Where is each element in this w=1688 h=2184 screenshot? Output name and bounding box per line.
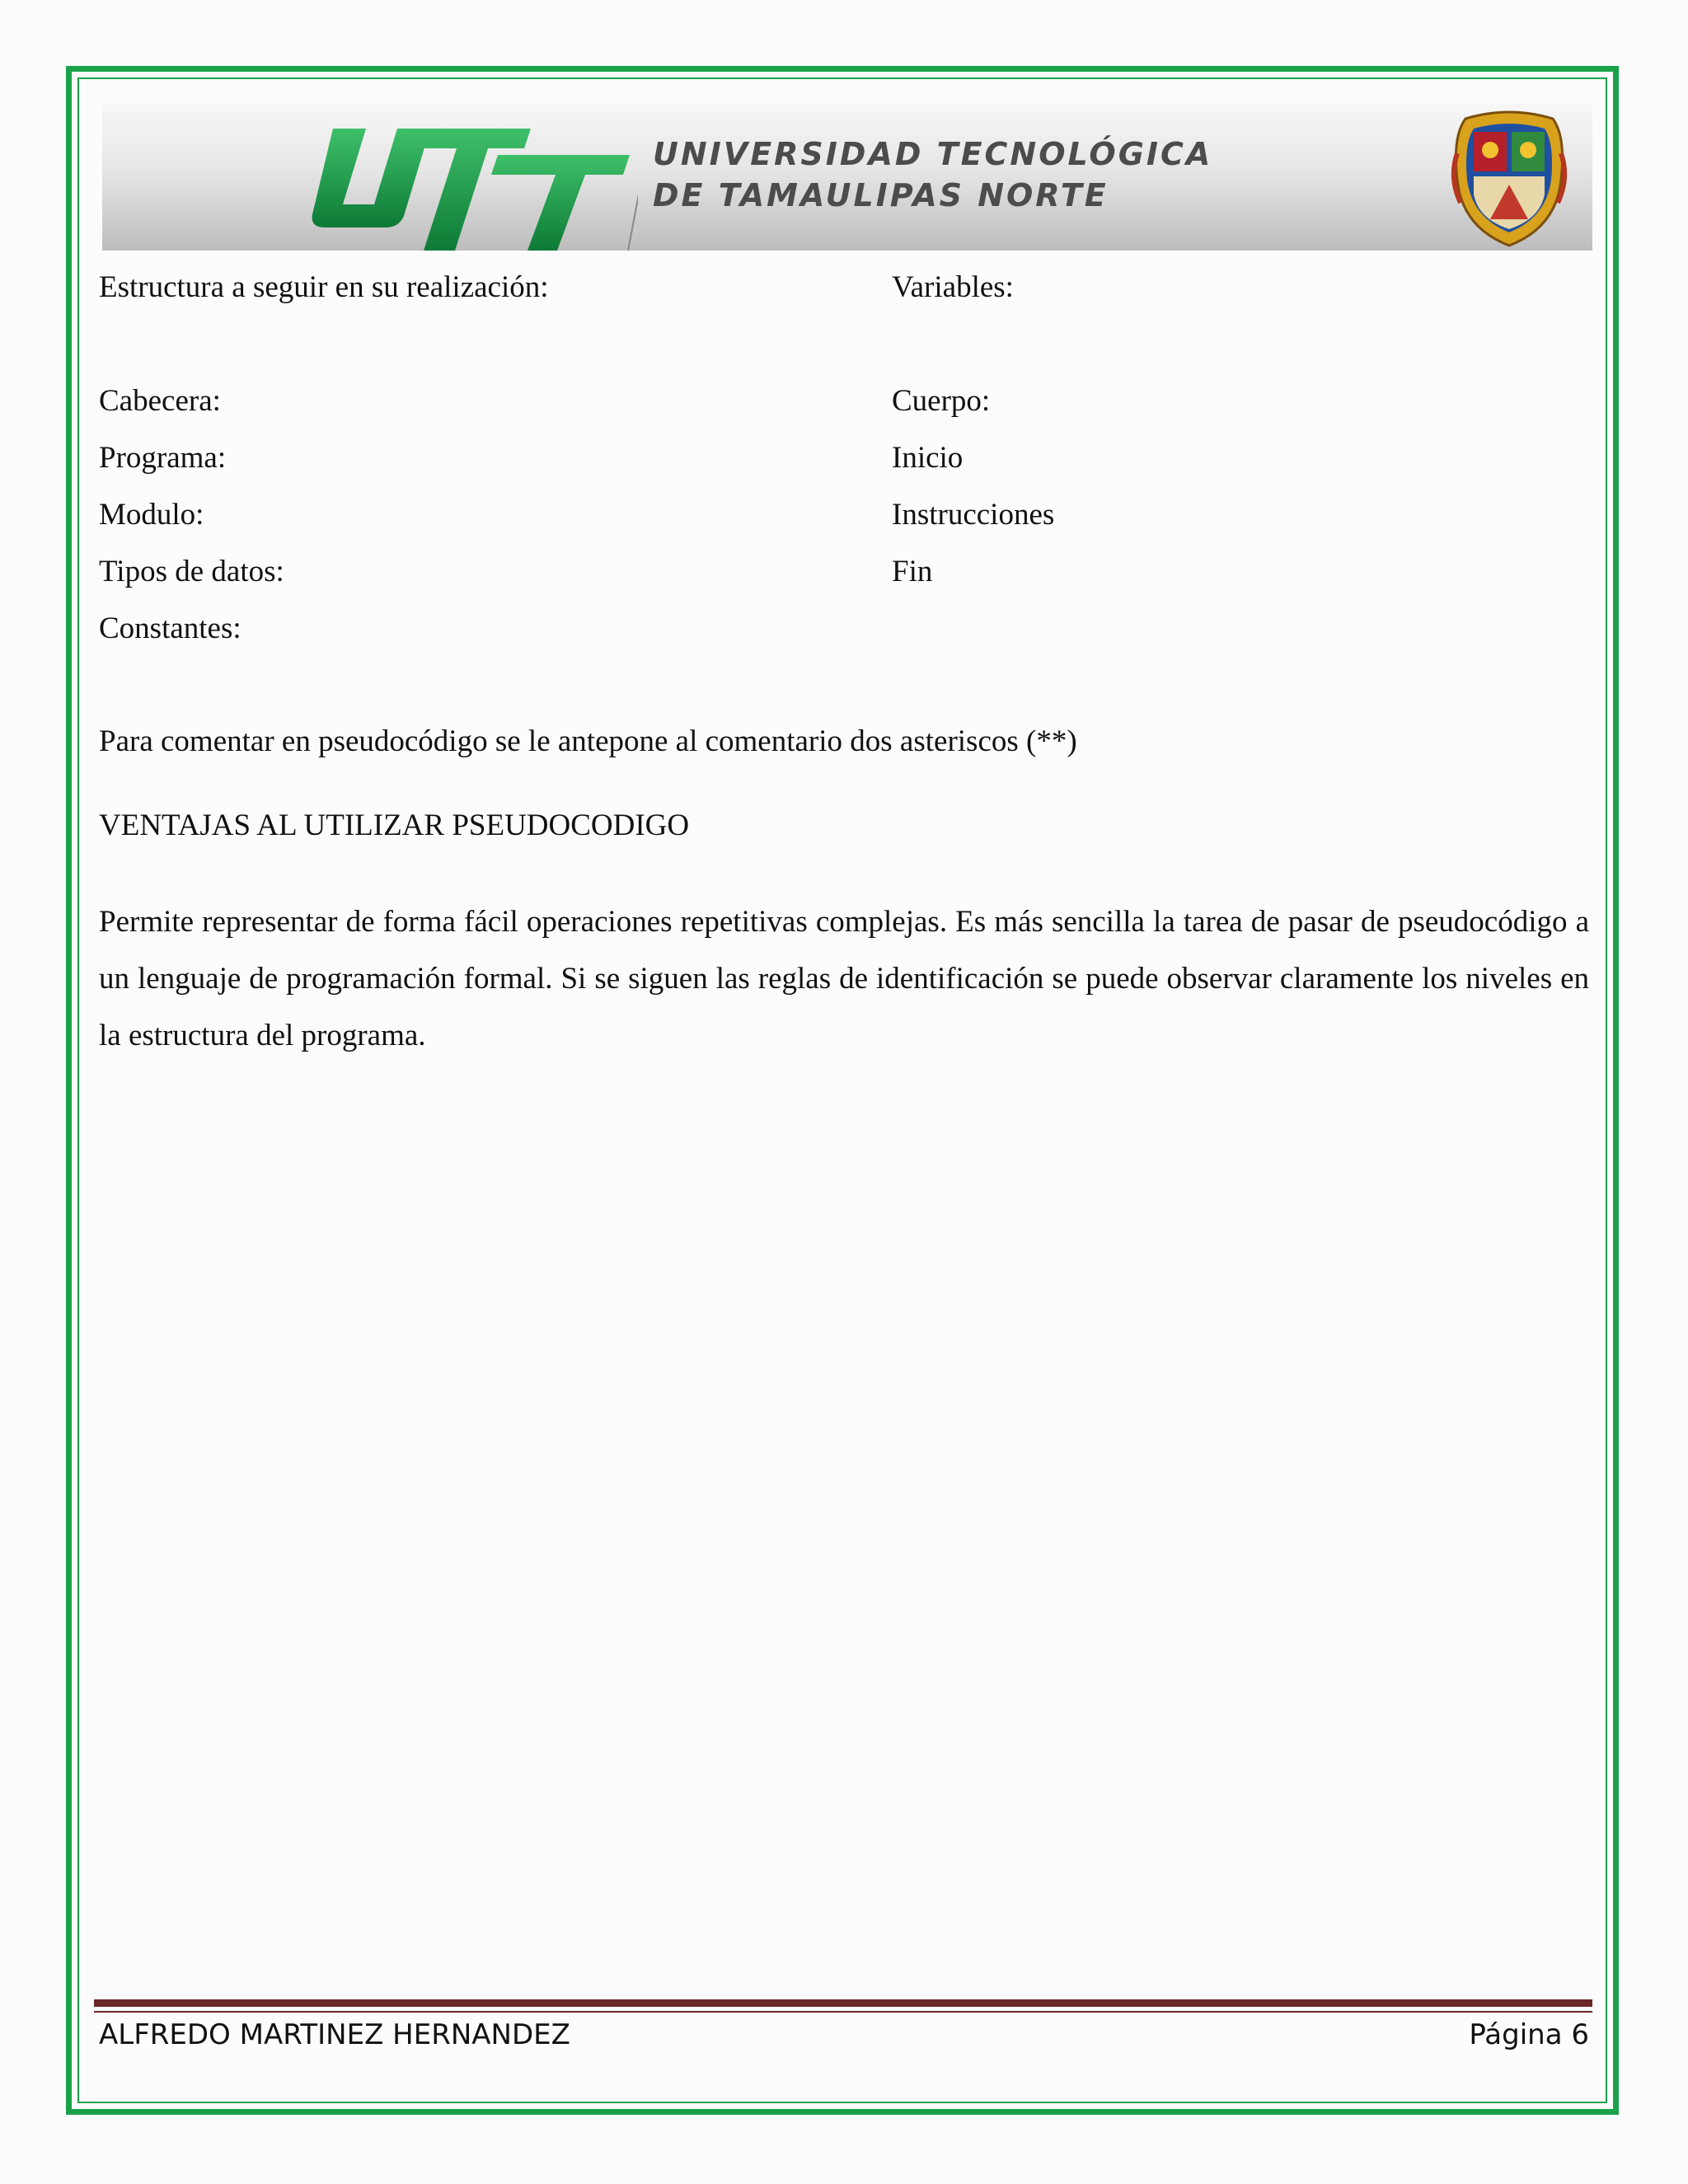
instrucciones-label: Instrucciones <box>892 498 1055 532</box>
university-name-line1: UNIVERSIDAD TECNOLÓGICA <box>653 136 1213 172</box>
cuerpo-label: Cuerpo: <box>892 384 991 418</box>
tamaulipas-crest-icon <box>1449 104 1569 248</box>
footer-page-number: Página 6 <box>1469 2018 1589 2051</box>
university-name <box>653 134 1212 216</box>
fin-label: Fin <box>892 555 933 588</box>
logo-text: UTT <box>284 112 285 113</box>
footer-rule-thin <box>94 2011 1592 2013</box>
university-name-line2: DE TAMAULIPAS NORTE <box>653 177 1109 213</box>
utt-logo <box>284 112 638 251</box>
footer-author: ALFREDO MARTINEZ HERNANDEZ <box>99 2018 570 2051</box>
inicio-label: Inicio <box>892 441 964 475</box>
comment-note: Para comentar en pseudocódigo se le antepone al comentario dos asteriscos (**) <box>99 724 1077 758</box>
cabecera-label: Cabecera: <box>99 384 221 418</box>
structure-intro: Estructura a seguir en su realización: <box>99 270 549 304</box>
page-border-inner <box>77 77 1607 2103</box>
modulo-label: Modulo: <box>99 498 204 532</box>
header-banner <box>102 104 1592 251</box>
programa-label: Programa: <box>99 441 227 475</box>
section-heading: VENTAJAS AL UTILIZAR PSEUDOCODIGO <box>99 808 690 842</box>
variables-label: Variables: <box>892 270 1014 304</box>
constantes-label: Constantes: <box>99 612 241 645</box>
footer-rule <box>94 1999 1592 2007</box>
advantages-paragraph: Permite representar de forma fácil operaciones repetitivas complejas. Es más sencilla la tarea de pasar de pseudocódigo a un lenguaje de programación formal. Si se siguen las reglas de identificación se puede observar claramente los niveles en la estructura del programa. <box>99 905 1589 1052</box>
tipos-datos-label: Tipos de datos: <box>99 555 284 588</box>
